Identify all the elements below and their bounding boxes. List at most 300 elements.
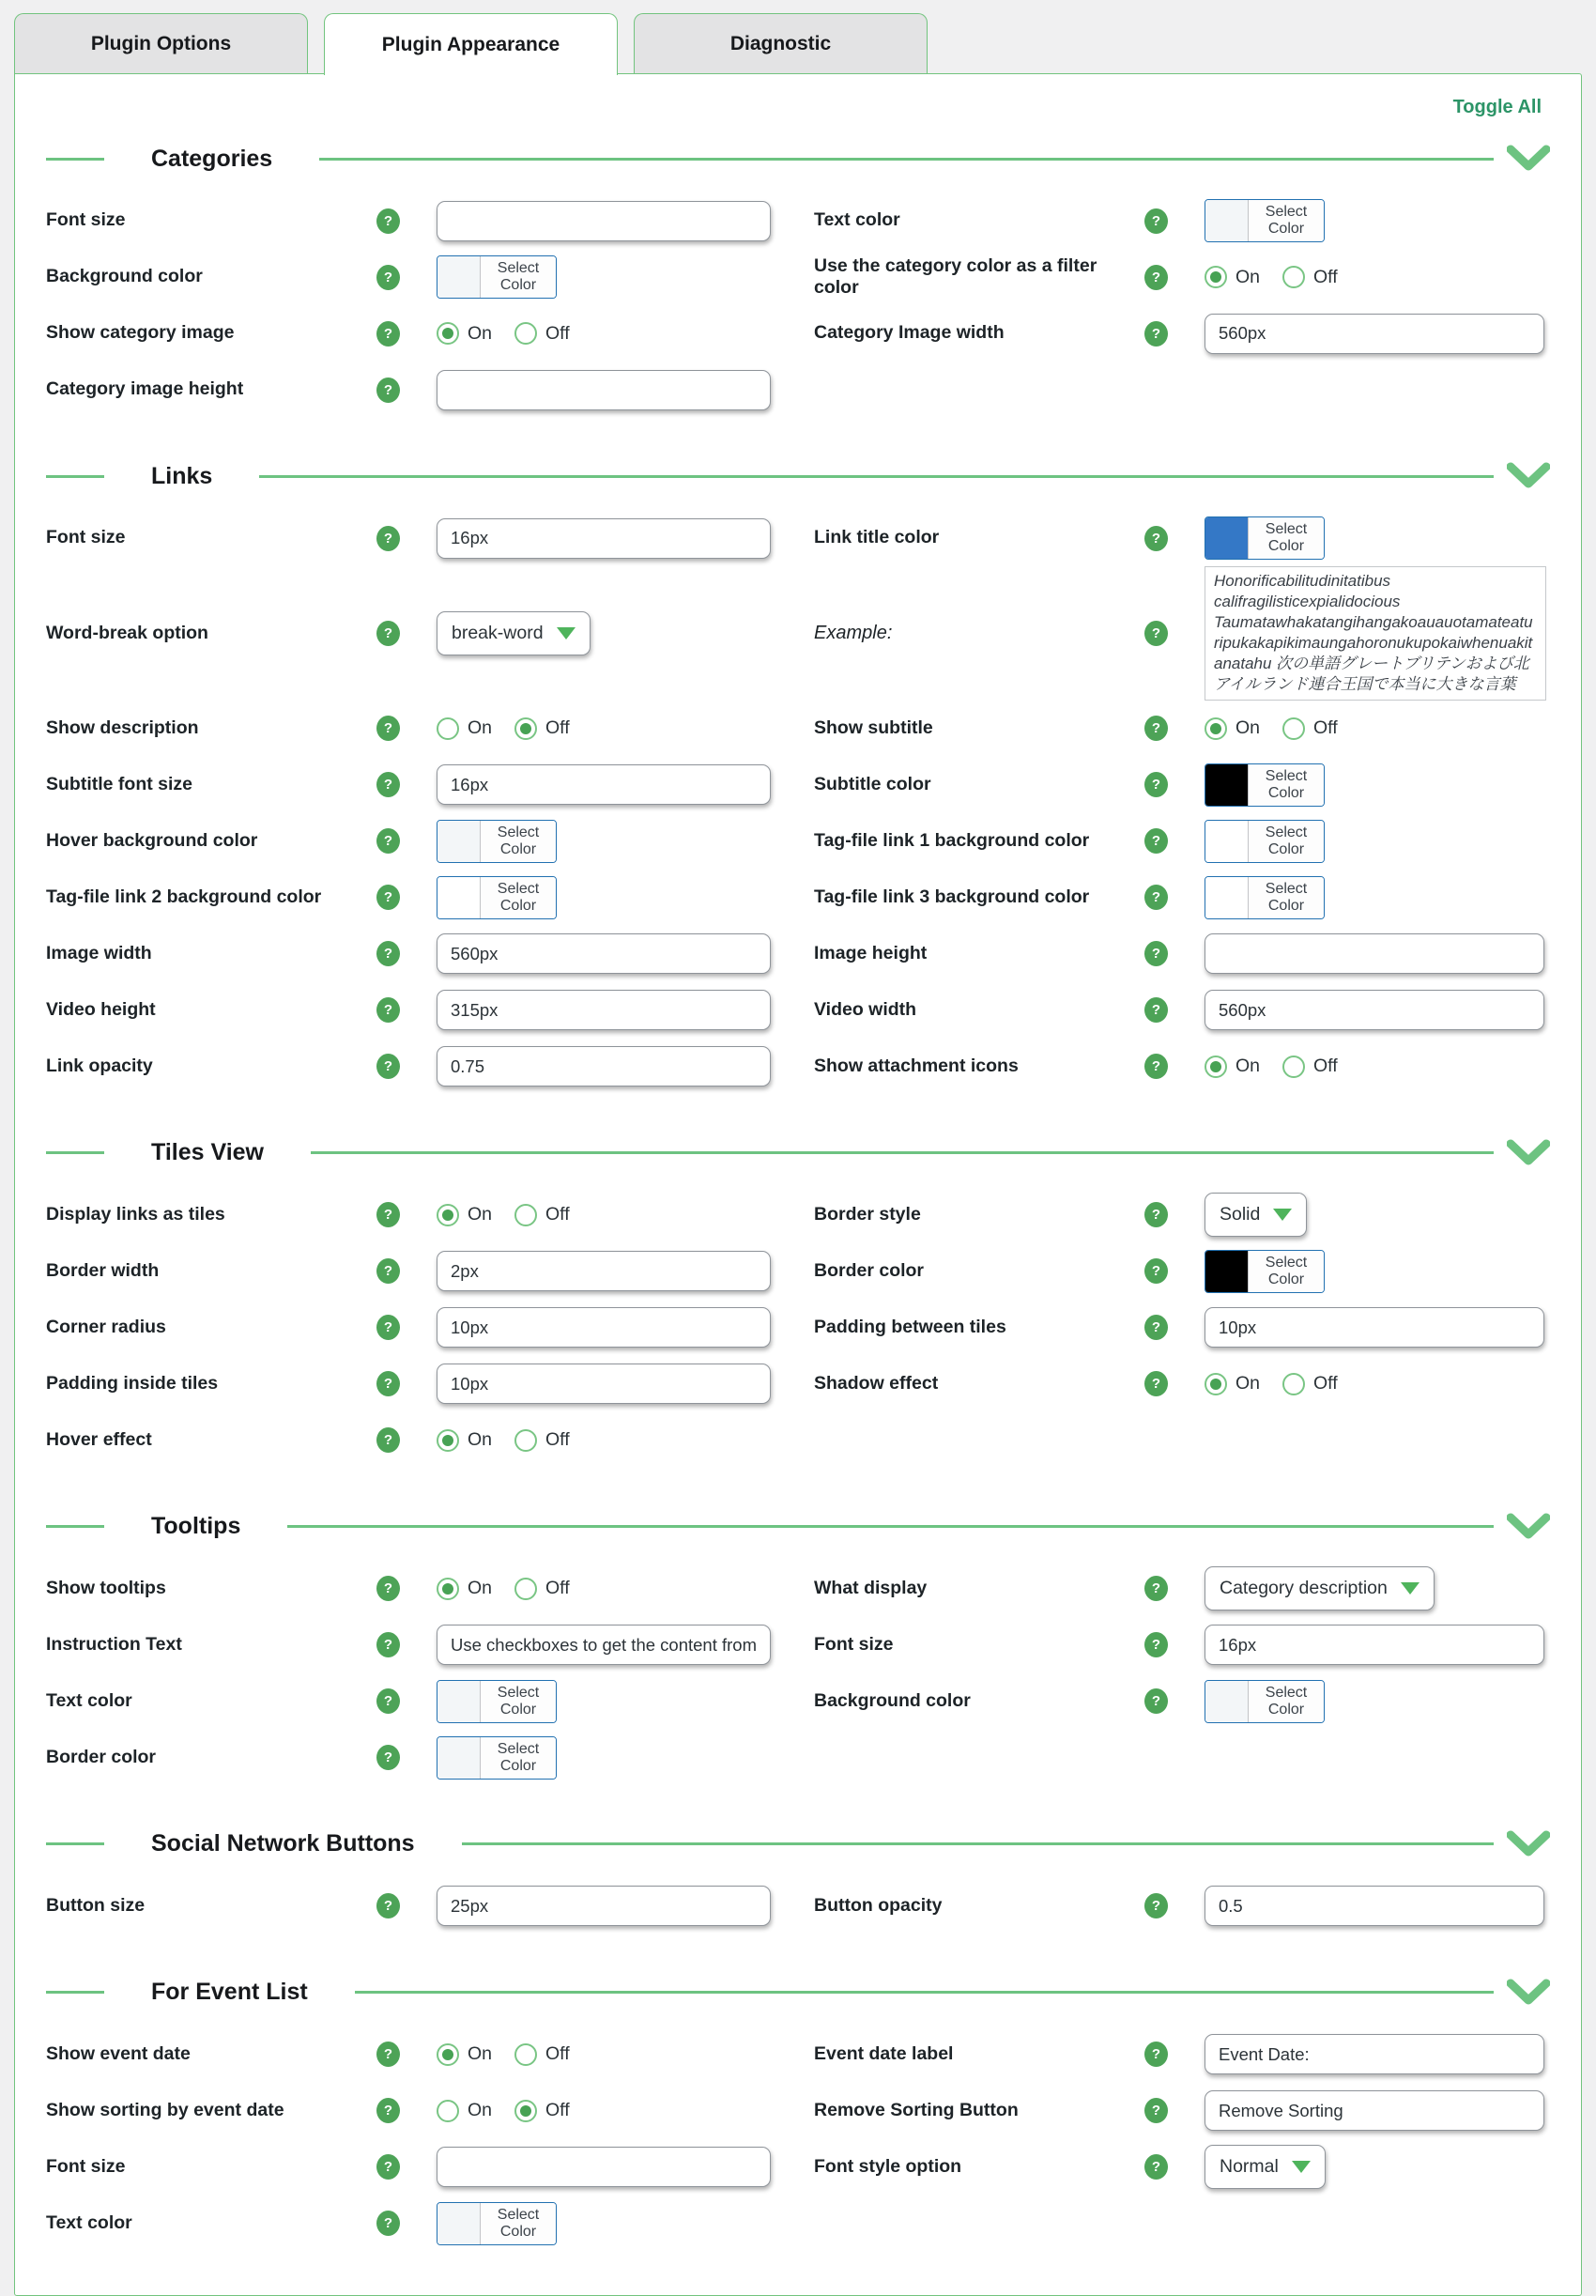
image-height-control (1205, 933, 1544, 974)
tag-file-link-3-background-color-color-button-label: Select Color (1249, 877, 1324, 918)
field-remove-sorting-button (814, 2083, 1550, 2139)
show-category-image-control (437, 322, 592, 345)
font-size-input[interactable] (437, 201, 771, 241)
show-category-image-radio-off[interactable] (514, 322, 537, 345)
text-color-control (1205, 199, 1325, 242)
show-sorting-by-event-date-radio-on[interactable] (437, 2100, 459, 2122)
help-icon[interactable]: ? (376, 1688, 400, 1714)
border-color-helpwrap (1144, 1258, 1205, 1284)
border-color-helpwrap (376, 1745, 437, 1770)
subtitle-color-color-button[interactable] (1205, 763, 1325, 807)
image-height-input[interactable] (1205, 933, 1544, 974)
hover-effect-radio-on-label: On (468, 1429, 493, 1451)
section-tick-line (46, 158, 104, 161)
remove-sorting-button-input[interactable] (1205, 2090, 1544, 2131)
field-link-title-color (814, 510, 1550, 566)
help-icon[interactable]: ? (376, 2211, 400, 2236)
help-icon[interactable]: ? (1144, 265, 1168, 290)
image-width-helpwrap (376, 941, 437, 966)
link-title-color-color-button[interactable] (1205, 516, 1325, 560)
category-image-height-label: Category image height (46, 378, 244, 400)
padding-inside-tiles-input[interactable] (437, 1364, 771, 1404)
what-display-select[interactable] (1205, 1566, 1435, 1610)
text-color-color-swatch-icon (1205, 200, 1249, 241)
border-color-color-button-label: Select Color (1249, 1251, 1324, 1292)
sections-container (46, 142, 1550, 2252)
field-video-height (46, 982, 814, 1039)
remove-sorting-button-label: Remove Sorting Button (814, 2099, 1019, 2120)
border-style-control (1205, 1193, 1307, 1237)
show-attachment-icons-radio-off[interactable] (1282, 1056, 1305, 1078)
hover-effect-helpwrap (376, 1427, 437, 1453)
help-icon[interactable]: ? (376, 208, 400, 234)
use-the-category-color-as-a-filter-color-radio-group (1205, 266, 1360, 288)
tag-file-link-2-background-color-color-button-label: Select Color (481, 877, 556, 918)
help-icon[interactable]: ? (376, 2042, 400, 2067)
event-date-label-helpwrap (1144, 2042, 1205, 2067)
show-category-image-radio-on-label: On (468, 322, 493, 344)
help-icon[interactable]: ? (376, 2098, 400, 2123)
show-description-control (437, 717, 592, 740)
help-icon[interactable]: ? (1144, 2154, 1168, 2180)
hover-background-color-color-button[interactable] (437, 820, 557, 863)
use-the-category-color-as-a-filter-color-radio-on[interactable] (1205, 266, 1227, 288)
border-style-select-value: Solid (1220, 1204, 1261, 1225)
font-style-option-label: Font style option (814, 2155, 962, 2177)
field-padding-between-tiles (814, 1300, 1550, 1356)
video-height-control (437, 990, 771, 1030)
show-tooltips-radio-on-label: On (468, 1578, 493, 1599)
help-icon[interactable]: ? (1144, 997, 1168, 1023)
help-icon[interactable]: ? (376, 885, 400, 910)
display-links-as-tiles-helpwrap (376, 1202, 437, 1227)
help-icon[interactable]: ? (1144, 1576, 1168, 1601)
settings-row (46, 1561, 1550, 1617)
field-hover-effect (46, 1412, 814, 1469)
settings-row (46, 870, 1550, 926)
help-icon[interactable]: ? (1144, 621, 1168, 646)
image-width-input[interactable] (437, 933, 771, 974)
section-title-for-event-list: For Event List (151, 1979, 308, 2006)
border-width-label: Border width (46, 1259, 160, 1281)
field-border-color (46, 1730, 814, 1786)
section-header-links (46, 459, 1550, 493)
section-tick-line (46, 1525, 104, 1528)
subtitle-color-color-button-label: Select Color (1249, 764, 1324, 806)
field-image-height (814, 926, 1550, 982)
category-image-height-input[interactable] (437, 370, 771, 410)
help-icon[interactable]: ? (1144, 526, 1168, 551)
show-tooltips-radio-off[interactable] (514, 1578, 537, 1600)
font-size-control (437, 2147, 771, 2187)
example-helpwrap (1144, 621, 1205, 646)
text-color-color-swatch-icon (437, 2203, 481, 2244)
help-icon[interactable]: ? (1144, 716, 1168, 741)
field-use-the-category-color-as-a-filter-color (814, 249, 1550, 305)
help-icon[interactable]: ? (376, 1315, 400, 1340)
word-break-option-select-value: break-word (452, 622, 544, 643)
tag-file-link-3-background-color-control (1205, 876, 1325, 919)
what-display-helpwrap (1144, 1576, 1205, 1601)
tag-file-link-1-background-color-color-button-label: Select Color (1249, 821, 1324, 862)
display-links-as-tiles-radio-on-label: On (468, 1204, 493, 1225)
border-style-select[interactable] (1205, 1193, 1307, 1237)
settings-row (46, 813, 1550, 870)
word-break-option-select[interactable] (437, 611, 591, 655)
text-color-color-button[interactable] (1205, 199, 1325, 242)
field-show-sorting-by-event-date (46, 2083, 814, 2139)
tag-file-link-3-background-color-label: Tag-file link 3 background color (814, 886, 1090, 907)
tag-file-link-2-background-color-label: Tag-file link 2 background color (46, 886, 322, 907)
chevron-down-icon (1401, 1582, 1420, 1595)
show-tooltips-radio-group (437, 1578, 592, 1600)
help-icon[interactable]: ? (1144, 208, 1168, 234)
tag-file-link-3-background-color-color-button[interactable] (1205, 876, 1325, 919)
show-sorting-by-event-date-radio-off[interactable] (514, 2100, 537, 2122)
show-tooltips-radio-on[interactable] (437, 1578, 459, 1600)
help-icon[interactable]: ? (1144, 1202, 1168, 1227)
padding-between-tiles-label: Padding between tiles (814, 1316, 1006, 1337)
example-control (1205, 566, 1546, 701)
corner-radius-helpwrap (376, 1315, 437, 1340)
font-size-helpwrap (376, 208, 437, 234)
chevron-down-icon (1292, 2161, 1311, 2173)
background-color-color-button-label: Select Color (1249, 1681, 1324, 1722)
field-example (814, 566, 1550, 701)
show-sorting-by-event-date-label: Show sorting by event date (46, 2099, 284, 2120)
category-image-width-label: Category Image width (814, 322, 1005, 344)
show-tooltips-control (437, 1578, 592, 1600)
button-size-input[interactable] (437, 1886, 771, 1926)
font-size-label: Font size (46, 527, 126, 548)
link-title-color-label: Link title color (814, 527, 940, 548)
collapse-chevron-icon[interactable] (1507, 145, 1550, 173)
padding-inside-tiles-control (437, 1364, 771, 1404)
field-event-date-label (814, 2026, 1550, 2083)
font-size-input[interactable] (437, 2147, 771, 2187)
help-icon[interactable]: ? (376, 2154, 400, 2180)
help-icon[interactable]: ? (376, 378, 400, 403)
shadow-effect-radio-off[interactable] (1282, 1373, 1305, 1395)
show-subtitle-radio-off-label: Off (1313, 717, 1338, 739)
field-hover-background-color (46, 813, 814, 870)
show-category-image-helpwrap (376, 321, 437, 347)
help-icon[interactable]: ? (1144, 1632, 1168, 1657)
font-style-option-control (1205, 2145, 1326, 2189)
remove-sorting-button-helpwrap (1144, 2098, 1205, 2123)
show-tooltips-label: Show tooltips (46, 1577, 166, 1598)
what-display-label: What display (814, 1577, 928, 1598)
what-display-select-value: Category description (1220, 1578, 1388, 1599)
settings-panel (14, 73, 1582, 2296)
help-icon[interactable]: ? (376, 321, 400, 347)
show-subtitle-radio-off[interactable] (1282, 717, 1305, 740)
help-icon[interactable]: ? (376, 1202, 400, 1227)
text-color-color-button[interactable] (437, 2202, 557, 2245)
help-icon[interactable]: ? (1144, 321, 1168, 347)
font-size-input[interactable] (1205, 1625, 1544, 1665)
help-icon[interactable]: ? (1144, 1258, 1168, 1284)
padding-between-tiles-input[interactable] (1205, 1307, 1544, 1348)
font-style-option-select-value: Normal (1220, 2156, 1279, 2178)
example-label: Example: (814, 623, 893, 644)
help-icon[interactable]: ? (1144, 885, 1168, 910)
button-size-control (437, 1886, 771, 1926)
section-tick-line (46, 1991, 104, 1994)
hover-effect-radio-off[interactable] (514, 1429, 537, 1452)
settings-row (46, 1730, 1550, 1786)
help-icon[interactable]: ? (376, 1427, 400, 1453)
hover-effect-radio-off-label: Off (545, 1429, 570, 1451)
settings-row (46, 362, 1550, 418)
settings-row (46, 305, 1550, 362)
field-shadow-effect (814, 1356, 1550, 1412)
settings-row (46, 566, 1550, 701)
display-links-as-tiles-radio-on[interactable] (437, 1204, 459, 1226)
text-color-control (437, 1680, 557, 1723)
settings-row (46, 1673, 1550, 1730)
show-category-image-radio-group (437, 322, 592, 345)
border-color-color-button[interactable] (437, 1736, 557, 1780)
button-opacity-input[interactable] (1205, 1886, 1544, 1926)
instruction-text-helpwrap (376, 1632, 437, 1657)
field-text-color (46, 2196, 814, 2252)
toggle-all-link[interactable]: Toggle All (1452, 97, 1542, 117)
hover-background-color-helpwrap (376, 828, 437, 854)
font-style-option-select[interactable] (1205, 2145, 1326, 2189)
video-width-label: Video width (814, 998, 917, 1020)
text-color-color-swatch-icon (437, 1681, 481, 1722)
event-date-label-control (1205, 2034, 1544, 2074)
text-color-color-button[interactable] (437, 1680, 557, 1723)
text-color-helpwrap (376, 1688, 437, 1714)
help-icon[interactable]: ? (1144, 828, 1168, 854)
help-icon[interactable]: ? (376, 1371, 400, 1396)
field-border-style (814, 1187, 1550, 1243)
help-icon[interactable]: ? (376, 265, 400, 290)
show-attachment-icons-radio-off-label: Off (1313, 1056, 1338, 1077)
video-width-control (1205, 990, 1544, 1030)
font-size-helpwrap (376, 526, 437, 551)
help-icon[interactable]: ? (1144, 1054, 1168, 1079)
section-title-categories: Categories (151, 145, 273, 172)
remove-sorting-button-control (1205, 2090, 1544, 2131)
show-sorting-by-event-date-radio-on-label: On (468, 2100, 493, 2121)
category-image-width-control (1205, 314, 1544, 354)
chevron-down-icon (557, 627, 575, 639)
collapse-chevron-icon[interactable] (1507, 462, 1550, 490)
video-width-input[interactable] (1205, 990, 1544, 1030)
help-icon[interactable]: ? (376, 1054, 400, 1079)
show-subtitle-label: Show subtitle (814, 717, 933, 738)
tab-diagnostic[interactable]: Diagnostic (634, 13, 928, 73)
help-icon[interactable]: ? (1144, 1688, 1168, 1714)
event-date-label-label: Event date label (814, 2042, 954, 2064)
event-date-label-input[interactable] (1205, 2034, 1544, 2074)
subtitle-color-color-swatch-icon (1205, 764, 1249, 806)
tab-plugin-options[interactable]: Plugin Options (14, 13, 308, 73)
help-icon[interactable]: ? (1144, 1893, 1168, 1918)
text-color-color-button-label: Select Color (481, 2203, 556, 2244)
font-size-label: Font size (814, 1633, 894, 1655)
image-height-helpwrap (1144, 941, 1205, 966)
tag-file-link-1-background-color-label: Tag-file link 1 background color (814, 829, 1090, 851)
border-width-input[interactable] (437, 1251, 771, 1291)
field-border-width (46, 1243, 814, 1300)
word-break-option-helpwrap (376, 621, 437, 646)
padding-between-tiles-helpwrap (1144, 1315, 1205, 1340)
help-icon[interactable]: ? (1144, 2042, 1168, 2067)
help-icon[interactable]: ? (376, 1258, 400, 1284)
help-icon[interactable]: ? (1144, 1371, 1168, 1396)
field-background-color (814, 1673, 1550, 1730)
field-font-size (46, 2139, 814, 2196)
section-title-tiles-view: Tiles View (151, 1139, 264, 1166)
font-size-label: Font size (46, 2155, 126, 2177)
settings-row (46, 1187, 1550, 1243)
background-color-color-button[interactable] (1205, 1680, 1325, 1723)
help-icon[interactable]: ? (376, 1745, 400, 1770)
help-icon[interactable]: ? (376, 1576, 400, 1601)
help-icon[interactable]: ? (376, 621, 400, 646)
show-subtitle-radio-on[interactable] (1205, 717, 1227, 740)
section-rule-line (287, 1525, 1494, 1528)
font-size-helpwrap (1144, 1632, 1205, 1657)
display-links-as-tiles-label: Display links as tiles (46, 1203, 225, 1225)
subtitle-color-label: Subtitle color (814, 773, 931, 794)
font-size-control (1205, 1625, 1544, 1665)
video-height-input[interactable] (437, 990, 771, 1030)
help-icon[interactable]: ? (376, 828, 400, 854)
display-links-as-tiles-radio-off[interactable] (514, 1204, 537, 1226)
use-the-category-color-as-a-filter-color-radio-off-label: Off (1313, 266, 1338, 287)
section-title-social-network-buttons: Social Network Buttons (151, 1830, 415, 1857)
collapse-chevron-icon[interactable] (1507, 1513, 1550, 1541)
shadow-effect-radio-on-label: On (1235, 1373, 1261, 1395)
tag-file-link-2-background-color-color-button[interactable] (437, 876, 557, 919)
section-header-tiles-view (46, 1136, 1550, 1170)
border-width-helpwrap (376, 1258, 437, 1284)
font-size-helpwrap (376, 2154, 437, 2180)
settings-row (46, 1356, 1550, 1412)
help-icon[interactable]: ? (376, 716, 400, 741)
section-title-links: Links (151, 462, 213, 489)
video-width-helpwrap (1144, 997, 1205, 1023)
corner-radius-input[interactable] (437, 1307, 771, 1348)
show-subtitle-radio-on-label: On (1235, 717, 1261, 739)
show-event-date-radio-on-label: On (468, 2043, 493, 2065)
shadow-effect-helpwrap (1144, 1371, 1205, 1396)
collapse-chevron-icon[interactable] (1507, 1830, 1550, 1858)
show-event-date-radio-off-label: Off (545, 2043, 570, 2065)
help-icon[interactable]: ? (376, 772, 400, 797)
show-attachment-icons-radio-on[interactable] (1205, 1056, 1227, 1078)
help-icon[interactable]: ? (376, 526, 400, 551)
text-color-label: Text color (46, 2211, 132, 2233)
tag-file-link-2-background-color-control (437, 876, 557, 919)
tab-plugin-appearance[interactable]: Plugin Appearance (324, 13, 618, 75)
help-icon[interactable]: ? (376, 1632, 400, 1657)
use-the-category-color-as-a-filter-color-radio-off[interactable] (1282, 266, 1305, 288)
collapse-chevron-icon[interactable] (1507, 1979, 1550, 2007)
link-title-color-control (1205, 516, 1325, 560)
settings-row (46, 1412, 1550, 1469)
show-subtitle-radio-group (1205, 717, 1360, 740)
tag-file-link-2-background-color-helpwrap (376, 885, 437, 910)
settings-row (46, 510, 1550, 566)
settings-row (46, 701, 1550, 757)
show-event-date-radio-off[interactable] (514, 2043, 537, 2066)
shadow-effect-radio-group (1205, 1373, 1360, 1395)
show-event-date-radio-on[interactable] (437, 2043, 459, 2066)
shadow-effect-control (1205, 1373, 1360, 1395)
section-title-tooltips: Tooltips (151, 1513, 241, 1540)
section-header-tooltips (46, 1510, 1550, 1544)
section-header-social-network-buttons (46, 1827, 1550, 1861)
category-image-width-helpwrap (1144, 321, 1205, 347)
show-description-radio-off[interactable] (514, 717, 537, 740)
link-opacity-input[interactable] (437, 1046, 771, 1086)
show-event-date-radio-group (437, 2043, 592, 2066)
help-icon[interactable]: ? (376, 941, 400, 966)
section-tick-line (46, 1842, 104, 1845)
border-color-label: Border color (46, 1746, 157, 1767)
hover-effect-radio-on[interactable] (437, 1429, 459, 1452)
button-opacity-helpwrap (1144, 1893, 1205, 1918)
tag-file-link-1-background-color-color-button[interactable] (1205, 820, 1325, 863)
field-show-event-date (46, 2026, 814, 2083)
help-icon[interactable]: ? (1144, 2098, 1168, 2123)
field-button-size (46, 1878, 814, 1934)
border-color-color-button[interactable] (1205, 1250, 1325, 1293)
show-attachment-icons-control (1205, 1056, 1360, 1078)
subtitle-font-size-label: Subtitle font size (46, 773, 192, 794)
field-show-tooltips (46, 1561, 814, 1617)
help-icon[interactable]: ? (1144, 941, 1168, 966)
text-color-helpwrap (1144, 208, 1205, 234)
tag-file-link-1-background-color-control (1205, 820, 1325, 863)
settings-row (46, 757, 1550, 813)
category-image-width-input[interactable] (1205, 314, 1544, 354)
show-tooltips-radio-off-label: Off (545, 1578, 570, 1599)
help-icon[interactable]: ? (1144, 772, 1168, 797)
hover-effect-radio-group (437, 1429, 592, 1452)
field-show-subtitle (814, 701, 1550, 757)
collapse-chevron-icon[interactable] (1507, 1139, 1550, 1167)
help-icon[interactable]: ? (376, 1893, 400, 1918)
hover-background-color-color-button-label: Select Color (481, 821, 556, 862)
field-tag-file-link-3-background-color (814, 870, 1550, 926)
link-title-color-color-button-label: Select Color (1249, 517, 1324, 559)
help-icon[interactable]: ? (376, 997, 400, 1023)
subtitle-font-size-input[interactable] (437, 764, 771, 805)
show-description-radio-on[interactable] (437, 717, 459, 740)
show-category-image-radio-on[interactable] (437, 322, 459, 345)
settings-row (46, 2196, 1550, 2252)
instruction-text-input[interactable] (437, 1625, 771, 1665)
field-subtitle-font-size (46, 757, 814, 813)
background-color-color-button[interactable] (437, 255, 557, 299)
show-description-radio-on-label: On (468, 717, 493, 739)
shadow-effect-radio-on[interactable] (1205, 1373, 1227, 1395)
use-the-category-color-as-a-filter-color-helpwrap (1144, 265, 1205, 290)
field-display-links-as-tiles (46, 1187, 814, 1243)
section-rule-line (355, 1991, 1494, 1994)
font-size-control (437, 201, 771, 241)
help-icon[interactable]: ? (1144, 1315, 1168, 1340)
font-size-input[interactable] (437, 518, 771, 559)
background-color-color-button-label: Select Color (481, 256, 556, 298)
